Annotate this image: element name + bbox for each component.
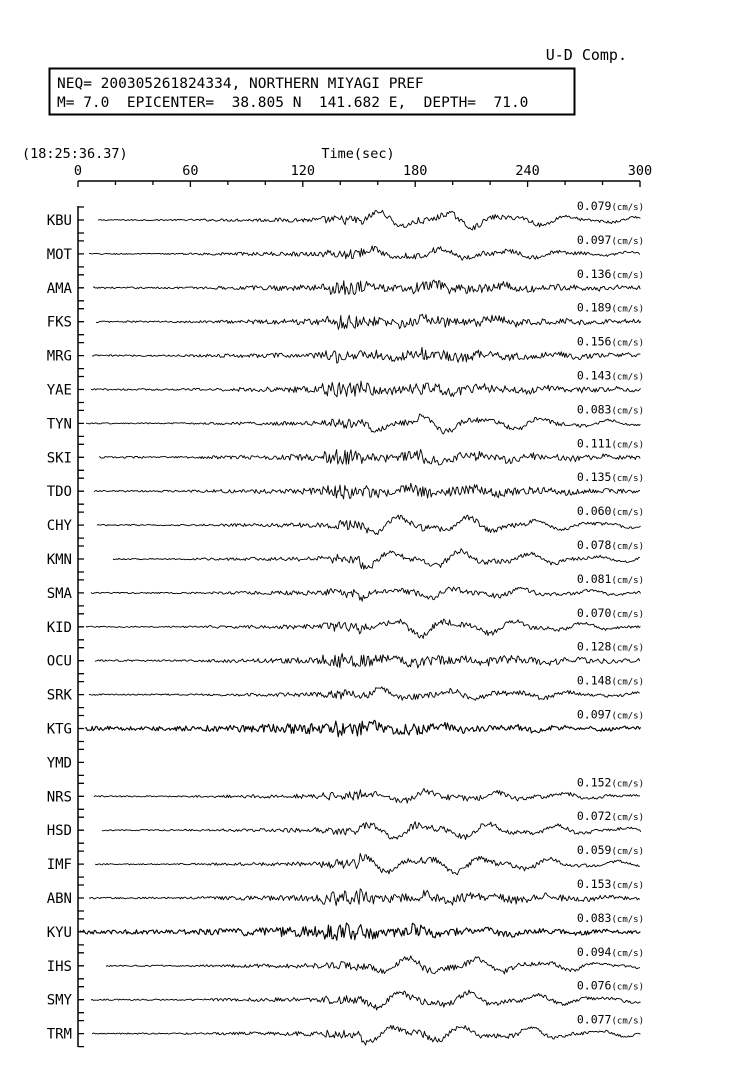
station-code: TYN <box>46 416 72 433</box>
amplitude-value: 0.135 <box>576 470 612 485</box>
amplitude-unit: (cm/s) <box>611 338 644 349</box>
amplitude-value: 0.153 <box>576 877 612 891</box>
amplitude-unit: (cm/s) <box>611 813 644 824</box>
amplitude-value: 0.081 <box>576 571 612 586</box>
amplitude-value: 0.076 <box>576 978 612 993</box>
amplitude-value: 0.111 <box>576 436 612 451</box>
amplitude-value: 0.079 <box>576 199 612 213</box>
station-code: OCU <box>46 653 72 670</box>
start-time-label: (18:25:36.37) <box>22 146 128 162</box>
amplitude-label <box>577 843 644 857</box>
station-bracket <box>78 851 84 877</box>
station-code: SRK <box>46 687 72 704</box>
station-trace <box>80 923 640 940</box>
station-trace <box>93 280 640 295</box>
x-tick-label: 240 <box>515 163 540 179</box>
station-code: MOT <box>46 246 72 263</box>
station-bracket <box>78 546 84 572</box>
station-bracket <box>78 953 84 979</box>
station-trace <box>106 956 640 974</box>
x-tick-label: 180 <box>403 163 428 179</box>
station-bracket <box>78 716 84 742</box>
amplitude-label <box>577 674 644 688</box>
station-code: CHY <box>46 518 72 535</box>
amplitude-value: 0.097 <box>576 707 612 722</box>
amplitude-unit: (cm/s) <box>611 881 644 891</box>
station-code: KYU <box>46 924 72 941</box>
amplitude-value: 0.136 <box>576 266 612 281</box>
station-code: YAE <box>46 382 72 399</box>
amplitude-label <box>577 1013 644 1027</box>
station-code: TRM <box>46 1026 72 1043</box>
station-trace <box>95 653 640 668</box>
amplitude-label <box>577 911 644 925</box>
amplitude-label <box>577 538 644 552</box>
x-tick-label: 0 <box>73 163 83 179</box>
amplitude-unit: (cm/s) <box>611 1016 644 1027</box>
amplitude-label <box>577 775 644 789</box>
amplitude-value: 0.059 <box>576 843 612 858</box>
station-bracket <box>78 580 84 606</box>
station-bracket <box>78 749 84 775</box>
station-trace <box>91 990 641 1010</box>
station-code: YMD <box>46 755 72 772</box>
component-label: U-D Comp. <box>545 46 627 64</box>
amplitude-value: 0.189 <box>576 300 612 315</box>
amplitude-label <box>577 470 644 484</box>
station-trace <box>98 210 640 230</box>
station-trace <box>89 687 640 701</box>
station-trace <box>102 822 641 840</box>
amplitude-unit: (cm/s) <box>611 406 644 417</box>
amplitude-label <box>577 199 644 213</box>
amplitude-value: 0.070 <box>576 605 612 620</box>
amplitude-unit: (cm/s) <box>611 982 644 993</box>
station-code: MRG <box>46 348 72 365</box>
amplitude-unit: (cm/s) <box>611 236 644 247</box>
station-bracket <box>78 987 84 1013</box>
station-trace <box>91 587 641 601</box>
amplitude-label <box>577 436 644 450</box>
station-bracket <box>78 885 84 911</box>
station-bracket <box>78 1021 84 1047</box>
amplitude-label <box>577 267 644 281</box>
station-trace <box>94 483 640 499</box>
amplitude-unit: (cm/s) <box>611 643 644 654</box>
amplitude-unit: (cm/s) <box>611 203 644 213</box>
amplitude-unit: (cm/s) <box>611 575 644 586</box>
amplitude-unit: (cm/s) <box>611 677 644 688</box>
station-bracket <box>78 682 84 708</box>
station-bracket <box>78 343 84 369</box>
station-trace <box>97 515 641 535</box>
amplitude-label <box>577 640 644 654</box>
amplitude-unit: (cm/s) <box>611 508 644 519</box>
station-code: NRS <box>46 789 72 806</box>
station-code: KMN <box>46 552 72 568</box>
amplitude-label <box>577 402 644 416</box>
amplitude-value: 0.078 <box>576 538 612 552</box>
station-code: IMF <box>46 857 72 874</box>
amplitude-unit: (cm/s) <box>611 914 644 925</box>
station-bracket <box>78 817 84 843</box>
x-axis-title: Time(sec) <box>321 146 395 162</box>
amplitude-label <box>577 369 644 383</box>
station-bracket <box>78 241 84 267</box>
station-trace <box>92 347 640 363</box>
station-code: ABN <box>46 891 72 907</box>
station-bracket <box>78 275 84 301</box>
amplitude-unit: (cm/s) <box>611 779 644 790</box>
station-bracket <box>78 478 84 504</box>
amplitude-unit: (cm/s) <box>611 304 644 315</box>
station-trace <box>86 619 640 638</box>
station-code: SMA <box>46 585 72 602</box>
amplitude-label <box>577 877 644 891</box>
station-bracket <box>78 614 84 640</box>
station-bracket <box>78 648 84 674</box>
station-trace <box>96 314 641 329</box>
amplitude-value: 0.152 <box>576 775 612 790</box>
station-code: KID <box>46 619 72 636</box>
amplitude-value: 0.097 <box>576 232 612 247</box>
amplitude-label <box>577 301 644 315</box>
amplitude-label <box>577 572 644 586</box>
station-code: KTG <box>46 721 72 738</box>
station-bracket <box>78 783 84 809</box>
amplitude-unit: (cm/s) <box>611 440 644 451</box>
amplitude-unit: (cm/s) <box>611 847 644 858</box>
station-bracket <box>78 444 84 470</box>
station-bracket <box>78 207 84 233</box>
amplitude-unit: (cm/s) <box>611 609 644 620</box>
amplitude-value: 0.148 <box>576 673 612 688</box>
station-trace <box>91 381 641 397</box>
station-code: TDO <box>46 484 72 501</box>
amplitude-unit: (cm/s) <box>611 474 644 485</box>
amplitude-label <box>577 504 644 518</box>
station-trace <box>92 1025 640 1045</box>
station-trace <box>113 549 640 570</box>
station-code: SKI <box>46 450 72 467</box>
station-traces <box>47 199 644 1047</box>
amplitude-label <box>577 945 644 959</box>
station-code: AMA <box>46 280 72 297</box>
amplitude-unit: (cm/s) <box>611 948 644 959</box>
x-axis-ticks <box>74 163 652 187</box>
station-bracket <box>78 309 84 335</box>
amplitude-value: 0.156 <box>576 334 612 349</box>
amplitude-label <box>577 335 644 349</box>
amplitude-label <box>577 979 644 993</box>
station-bracket <box>78 512 84 538</box>
amplitude-label <box>577 809 644 823</box>
amplitude-value: 0.094 <box>576 944 612 959</box>
amplitude-value: 0.128 <box>576 639 612 654</box>
station-trace <box>89 889 640 906</box>
amplitude-unit: (cm/s) <box>611 270 644 281</box>
station-code: KBU <box>46 213 72 229</box>
amplitude-unit: (cm/s) <box>611 711 644 722</box>
x-tick-label: 120 <box>290 163 315 179</box>
station-trace <box>85 720 641 737</box>
amplitude-value: 0.083 <box>576 910 612 925</box>
station-trace <box>89 246 640 260</box>
station-code: FKS <box>46 314 72 331</box>
station-trace <box>86 414 640 434</box>
x-tick-label: 300 <box>627 163 653 179</box>
amplitude-value: 0.083 <box>576 402 612 417</box>
x-tick-label: 60 <box>182 163 199 179</box>
amplitude-label <box>577 708 644 722</box>
station-trace <box>95 853 640 874</box>
station-trace <box>99 449 640 464</box>
station-trace <box>94 788 640 803</box>
station-code: SMY <box>46 992 72 1009</box>
amplitude-label <box>577 606 644 620</box>
station-bracket <box>78 377 84 403</box>
station-code: HSD <box>46 823 72 840</box>
amplitude-value: 0.072 <box>576 809 612 824</box>
amplitude-value: 0.060 <box>576 504 612 519</box>
event-info-line2: M= 7.0 EPICENTER= 38.805 N 141.682 E, DEPTH= 71.0 <box>57 95 529 111</box>
amplitude-unit: (cm/s) <box>611 542 644 552</box>
amplitude-unit: (cm/s) <box>611 372 644 383</box>
amplitude-label <box>577 233 644 247</box>
station-code: IHS <box>46 958 72 975</box>
station-bracket <box>78 410 84 436</box>
event-info-line1: NEQ= 200305261824334, NORTHERN MIYAGI PREF <box>57 76 424 92</box>
amplitude-value: 0.077 <box>576 1012 612 1027</box>
amplitude-value: 0.143 <box>576 368 612 383</box>
